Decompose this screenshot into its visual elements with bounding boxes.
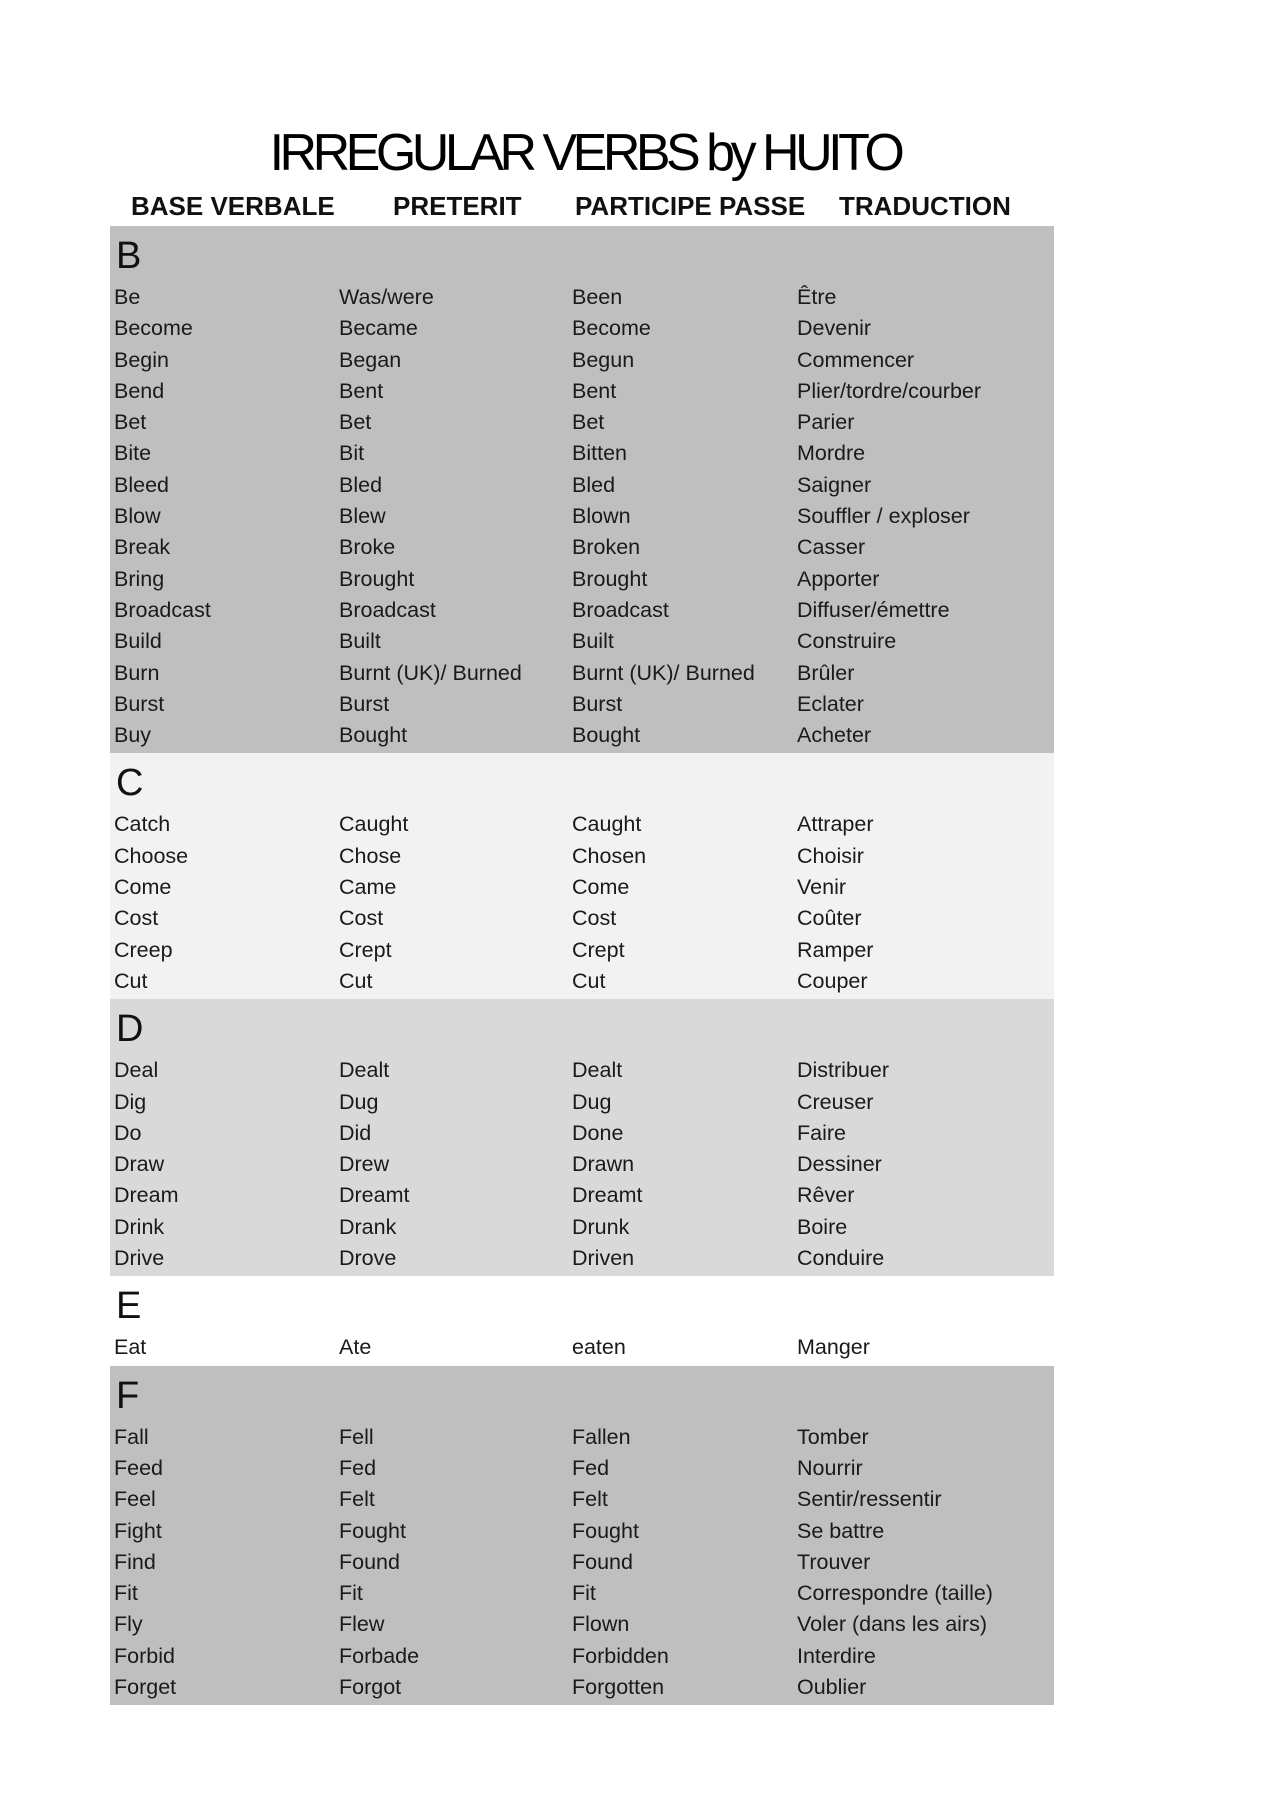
participle-cell: Dreamt [572, 1183, 643, 1208]
preterit-cell: Drew [339, 1152, 390, 1177]
table-row [110, 1672, 1054, 1703]
section-letter: C [116, 762, 144, 805]
participle-cell: Found [572, 1549, 633, 1574]
preterit-cell: Ate [339, 1335, 372, 1360]
preterit-cell: Came [339, 875, 397, 900]
table-row [110, 689, 1054, 720]
participle-cell: Driven [572, 1246, 635, 1271]
translation-cell: Apporter [797, 566, 880, 591]
base-verb-cell: Drive [114, 1246, 165, 1271]
base-verb-cell: Draw [114, 1152, 165, 1177]
base-verb-cell: Break [114, 535, 171, 560]
participle-cell: Drawn [572, 1152, 635, 1177]
header-traduction: TRADUCTION [839, 191, 1011, 221]
base-verb-cell: Forbid [114, 1643, 175, 1668]
participle-cell: Blown [572, 504, 631, 529]
preterit-cell: Bit [339, 441, 365, 466]
translation-cell: Construire [797, 629, 897, 654]
base-verb-cell: Bite [114, 441, 152, 466]
base-verb-cell: Come [114, 875, 172, 900]
preterit-cell: Cut [339, 968, 373, 993]
participle-cell: Fallen [572, 1424, 631, 1449]
participle-cell: Burst [572, 691, 623, 716]
participle-cell: Dealt [572, 1058, 623, 1083]
preterit-cell: Broke [339, 535, 396, 560]
participle-cell: Become [572, 316, 651, 341]
base-verb-cell: Feed [114, 1455, 164, 1480]
translation-cell: Être [797, 285, 837, 309]
table-row [110, 872, 1054, 903]
section-d [110, 999, 1054, 1276]
table-row [110, 438, 1054, 469]
participle-cell: Burnt (UK)/ Burned [572, 660, 755, 685]
preterit-cell: Built [339, 629, 381, 654]
translation-cell: Sentir/ressentir [797, 1487, 942, 1512]
base-verb-cell: Forget [114, 1674, 177, 1699]
table-row [110, 282, 1054, 313]
section-letter: D [116, 1008, 144, 1051]
base-verb-cell: Drink [114, 1214, 165, 1239]
table-row [110, 903, 1054, 934]
base-verb-cell: Catch [114, 812, 171, 837]
translation-cell: Voler (dans les airs) [797, 1612, 987, 1637]
table-row [110, 1055, 1054, 1086]
participle-cell: Bet [572, 410, 605, 435]
section-f [110, 1366, 1054, 1706]
preterit-cell: Bled [339, 472, 383, 497]
translation-cell: Se battre [797, 1518, 885, 1543]
base-verb-cell: Cut [114, 968, 148, 993]
participle-cell: Forbidden [572, 1643, 669, 1668]
preterit-cell: Found [339, 1549, 400, 1574]
translation-cell: Conduire [797, 1246, 885, 1271]
translation-cell: Venir [797, 875, 847, 900]
table-row [110, 595, 1054, 626]
preterit-cell: Forbade [339, 1643, 420, 1668]
table-row [110, 935, 1054, 966]
table-row [110, 1332, 1054, 1363]
participle-cell: Dug [572, 1089, 612, 1114]
section-e [110, 1276, 1054, 1365]
base-verb-cell: Cost [114, 906, 159, 931]
table-row [110, 1180, 1054, 1211]
section-letter: E [116, 1285, 142, 1328]
translation-cell: Casser [797, 535, 866, 560]
base-verb-cell: Build [114, 629, 162, 654]
preterit-cell: Dealt [339, 1058, 390, 1083]
base-verb-cell: Deal [114, 1058, 159, 1083]
participle-cell: Been [572, 285, 623, 309]
translation-cell: Eclater [797, 691, 864, 716]
base-verb-cell: Eat [114, 1335, 147, 1360]
translation-cell: Correspondre (taille) [797, 1581, 993, 1606]
table-row [110, 470, 1054, 501]
participle-cell: Forgotten [572, 1674, 665, 1699]
participle-cell: Built [572, 629, 614, 654]
section-c [110, 753, 1054, 999]
table-row [110, 1149, 1054, 1180]
participle-cell: Bled [572, 472, 616, 497]
preterit-cell: Dug [339, 1089, 379, 1114]
preterit-cell: Felt [339, 1487, 375, 1512]
base-verb-cell: Fall [114, 1424, 149, 1449]
preterit-cell: Forgot [339, 1674, 402, 1699]
base-verb-cell: Fly [114, 1612, 143, 1637]
participle-cell: Fed [572, 1455, 610, 1480]
translation-cell: Souffler / exploser [797, 504, 970, 529]
preterit-cell: Did [339, 1120, 372, 1145]
base-verb-cell: Fight [114, 1518, 162, 1543]
preterit-cell: Cost [339, 906, 384, 931]
table-row [110, 407, 1054, 438]
participle-cell: Fit [572, 1581, 596, 1606]
base-verb-cell: Burn [114, 660, 160, 685]
translation-cell: Dessiner [797, 1152, 882, 1177]
translation-cell: Boire [797, 1214, 848, 1239]
base-verb-cell: Become [114, 316, 193, 341]
translation-cell: Faire [797, 1120, 846, 1145]
participle-cell: Caught [572, 812, 642, 837]
translation-cell: Oublier [797, 1674, 867, 1699]
participle-cell: eaten [572, 1335, 626, 1360]
table-row [110, 1547, 1054, 1578]
base-verb-cell: Find [114, 1549, 156, 1574]
translation-cell: Creuser [797, 1089, 874, 1114]
table-row [110, 345, 1054, 376]
translation-cell: Attraper [797, 812, 874, 837]
table-row [110, 626, 1054, 657]
preterit-cell: Caught [339, 812, 409, 837]
preterit-cell: Fed [339, 1455, 377, 1480]
translation-cell: Brûler [797, 660, 855, 685]
table-row [110, 532, 1054, 563]
translation-cell: Tomber [797, 1424, 869, 1449]
table-row [110, 1243, 1054, 1274]
base-verb-cell: Broadcast [114, 597, 211, 622]
translation-cell: Plier/tordre/courber [797, 378, 982, 403]
table-row [110, 1118, 1054, 1149]
table-row [110, 1453, 1054, 1484]
preterit-cell: Chose [339, 843, 402, 868]
preterit-cell: Was/were [339, 285, 434, 309]
preterit-cell: Drove [339, 1246, 397, 1271]
base-verb-cell: Blow [114, 504, 161, 529]
base-verb-cell: Buy [114, 723, 152, 748]
preterit-cell: Fit [339, 1581, 363, 1606]
translation-cell: Distribuer [797, 1058, 889, 1083]
preterit-cell: Bet [339, 410, 372, 435]
translation-cell: Choisir [797, 843, 864, 868]
table-row [110, 1484, 1054, 1515]
base-verb-cell: Bend [114, 378, 165, 403]
column-headers [0, 186, 1100, 226]
preterit-cell: Bent [339, 378, 384, 403]
participle-cell: Done [572, 1120, 624, 1145]
translation-cell: Acheter [797, 723, 872, 748]
participle-cell: Felt [572, 1487, 608, 1512]
preterit-cell: Drank [339, 1214, 397, 1239]
header-base-verbale: BASE VERBALE [131, 191, 335, 221]
table-row [110, 1422, 1054, 1453]
preterit-cell: Began [339, 347, 402, 372]
participle-cell: Flown [572, 1612, 630, 1637]
base-verb-cell: Bet [114, 410, 147, 435]
translation-cell: Trouver [797, 1549, 871, 1574]
translation-cell: Parier [797, 410, 855, 435]
preterit-cell: Dreamt [339, 1183, 410, 1208]
base-verb-cell: Dream [114, 1183, 179, 1208]
preterit-cell: Fought [339, 1518, 406, 1543]
section-b [110, 226, 1054, 753]
base-verb-cell: Choose [114, 843, 189, 868]
section-letter: F [116, 1374, 140, 1417]
translation-cell: Nourrir [797, 1455, 863, 1480]
translation-cell: Rêver [797, 1183, 855, 1208]
preterit-cell: Burst [339, 691, 390, 716]
participle-cell: Begun [572, 347, 635, 372]
table-row [110, 658, 1054, 689]
preterit-cell: Crept [339, 937, 392, 962]
page-title: IRREGULAR VERBS by HUITO [269, 124, 901, 182]
participle-cell: Come [572, 875, 630, 900]
table-row [110, 809, 1054, 840]
participle-cell: Crept [572, 937, 625, 962]
translation-cell: Diffuser/émettre [797, 597, 950, 622]
translation-cell: Mordre [797, 441, 866, 466]
table-row [110, 501, 1054, 532]
participle-cell: Broadcast [572, 597, 669, 622]
preterit-cell: Brought [339, 566, 415, 591]
base-verb-cell: Bleed [114, 472, 169, 497]
table-row [110, 376, 1054, 407]
translation-cell: Coûter [797, 906, 862, 931]
table-row [110, 1609, 1054, 1640]
table-row [110, 1212, 1054, 1243]
preterit-cell: Fell [339, 1424, 374, 1449]
table-row [110, 1087, 1054, 1118]
translation-cell: Devenir [797, 316, 872, 341]
base-verb-cell: Creep [114, 937, 173, 962]
base-verb-cell: Be [114, 285, 141, 309]
preterit-cell: Flew [339, 1612, 385, 1637]
preterit-cell: Became [339, 316, 418, 341]
preterit-cell: Bought [339, 723, 408, 748]
base-verb-cell: Fit [114, 1581, 138, 1606]
translation-cell: Manger [797, 1335, 870, 1360]
participle-cell: Drunk [572, 1214, 630, 1239]
participle-cell: Cut [572, 968, 606, 993]
section-letter: B [116, 235, 142, 277]
base-verb-cell: Begin [114, 347, 169, 372]
header-preterit: PRETERIT [393, 191, 522, 221]
participle-cell: Brought [572, 566, 648, 591]
preterit-cell: Burnt (UK)/ Burned [339, 660, 522, 685]
participle-cell: Bought [572, 723, 641, 748]
header-participe-passe: PARTICIPE PASSE [575, 191, 806, 221]
table-row [110, 841, 1054, 872]
translation-cell: Saigner [797, 472, 872, 497]
participle-cell: Chosen [572, 843, 647, 868]
preterit-cell: Blew [339, 504, 386, 529]
participle-cell: Bitten [572, 441, 627, 466]
table-row [110, 1578, 1054, 1609]
preterit-cell: Broadcast [339, 597, 436, 622]
base-verb-cell: Dig [114, 1089, 147, 1114]
translation-cell: Interdire [797, 1643, 876, 1668]
base-verb-cell: Feel [114, 1487, 156, 1512]
participle-cell: Cost [572, 906, 617, 931]
translation-cell: Commencer [797, 347, 915, 372]
participle-cell: Bent [572, 378, 617, 403]
table-row [110, 1516, 1054, 1547]
base-verb-cell: Burst [114, 691, 165, 716]
base-verb-cell: Do [114, 1120, 142, 1145]
participle-cell: Broken [572, 535, 641, 560]
table-row [110, 720, 1054, 751]
translation-cell: Ramper [797, 937, 874, 962]
base-verb-cell: Bring [114, 566, 165, 591]
table-row [110, 564, 1054, 595]
table-row [110, 966, 1054, 997]
table-row [110, 1641, 1054, 1672]
verb-table [110, 226, 1054, 1705]
translation-cell: Couper [797, 968, 868, 993]
participle-cell: Fought [572, 1518, 639, 1543]
table-row [110, 313, 1054, 344]
